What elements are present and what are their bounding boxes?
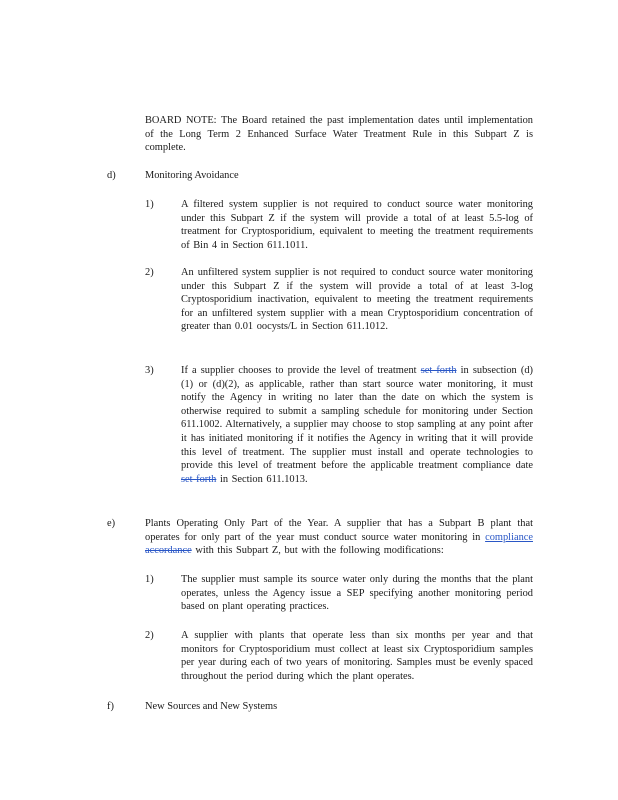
item-d3-text-part2: in subsection (d)(1) or (d)(2), as applicable, rather than start source water monitoring, it must notify the Agency in writing no later than the date on which the system is otherwise required to submit a sampling schedule for monitoring under Section 611.1002. Alternatively, a supplier may choose to stop sampling at any point after it has initiated monitoring if it notifies the Agency in writing that it will provide this level of treatment. The supplier must install and operate technologies to provide this level of treatment before the applicable treatment compliance date — [181, 365, 533, 472]
item-d1-text: A filtered system supplier is not required to conduct source water monitoring under this Subpart Z if the system will provide a total of at least 5.5-log of treatment for Cryptosporidium, equivalent to meeting the treatment requirements of Bin 4 in Section 611.1011. — [181, 199, 533, 251]
item-d2-text: An unfiltered system supplier is not required to conduct source water monitoring under this Subpart Z if the system will provide a total of at least 3-log Cryptosporidium inactivation, equivalent to meeting the treatment requirements for an unfiltered system supplier with a mean Cryptosporidium concentration of greater than 0.01 oocysts/L in Section 611.1012. — [181, 267, 533, 333]
deleted-text: accordance — [145, 545, 192, 557]
board-note: BOARD NOTE: The Board retained the past implementation dates until implementation of the Long Term 2 Enhanced Surface Water Treatment Rule in this Subpart Z is complete. — [145, 115, 533, 154]
deleted-text: set forth — [420, 365, 457, 376]
section-d-label: d) — [107, 170, 116, 181]
item-d2-label: 2) — [145, 267, 154, 278]
section-f-heading: New Sources and New Systems — [145, 701, 278, 712]
item-e1-label: 1) — [145, 574, 154, 585]
item-e2-text: A supplier with plants that operate less than six months per year and that monitors for Cryptosporidium must collect at least six Cryptosporidium samples per year during each of two years of monitoring. Samples must be evenly spaced throughout the period during which the plant operates. — [181, 630, 533, 682]
section-e-text-part2: with this Subpart Z, but with the following modifications: — [195, 545, 444, 557]
inserted-text: compliance — [485, 531, 533, 543]
item-d3-text-part1: If a supplier chooses to provide the level of treatment — [181, 365, 417, 376]
item-d3-text-part3: in Section 611.1013. — [219, 473, 308, 485]
section-e-label: e) — [107, 518, 116, 529]
item-d3-label: 3) — [145, 365, 154, 376]
section-f-label: f) — [107, 701, 114, 712]
item-d1-label: 1) — [145, 199, 154, 210]
section-e-text-part1: Plants Operating Only Part of the Year. A supplier that has a Subpart B plant that operates for only part of the year must conduct source water monitoring in — [145, 518, 533, 543]
section-e-text — [145, 517, 533, 558]
item-e2-label: 2) — [145, 630, 154, 641]
deleted-text: set forth — [181, 473, 217, 485]
item-e1-text: The supplier must sample its source water only during the months that the plant operates, unless the Agency issue a SEP specifying another monitoring period based on plant operating practices. — [181, 574, 533, 613]
item-d3-text — [181, 364, 533, 486]
section-d-heading: Monitoring Avoidance — [145, 170, 239, 181]
